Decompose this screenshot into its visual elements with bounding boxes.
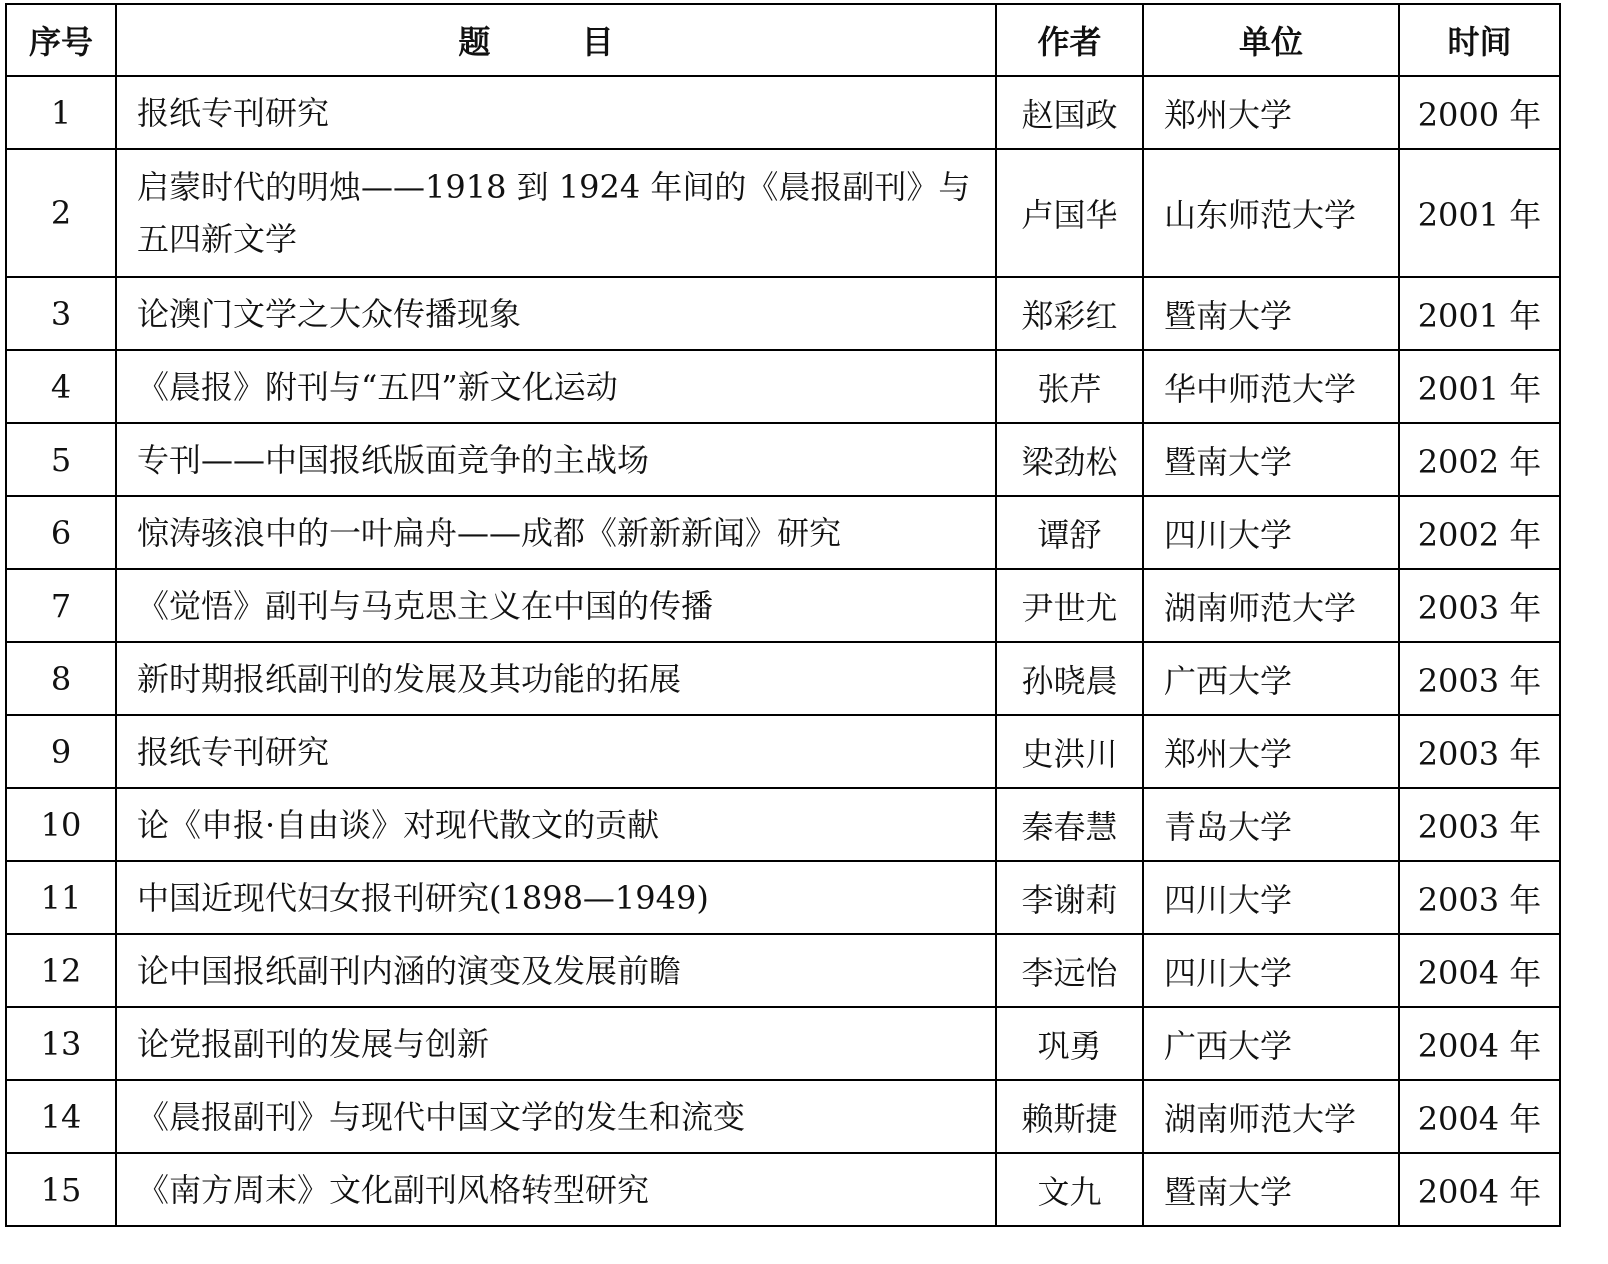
header-num: 序号 xyxy=(6,4,116,76)
row-num: 4 xyxy=(6,350,116,423)
table-row xyxy=(6,1080,1560,1153)
table-row xyxy=(6,715,1560,788)
row-num: 8 xyxy=(6,642,116,715)
row-year: 2001 年 xyxy=(1399,277,1560,350)
row-year: 2003 年 xyxy=(1399,715,1560,788)
row-year: 2001 年 xyxy=(1399,149,1560,277)
row-author: 李远怡 xyxy=(996,934,1143,1007)
row-unit: 广西大学 xyxy=(1143,642,1399,715)
row-unit: 暨南大学 xyxy=(1143,1153,1399,1226)
row-author: 张芹 xyxy=(996,350,1143,423)
row-unit: 四川大学 xyxy=(1143,496,1399,569)
row-unit: 暨南大学 xyxy=(1143,423,1399,496)
row-title: 《南方周末》文化副刊风格转型研究 xyxy=(116,1153,996,1226)
header-year: 时间 xyxy=(1399,4,1560,76)
table-row xyxy=(6,76,1560,149)
row-num: 6 xyxy=(6,496,116,569)
row-unit: 暨南大学 xyxy=(1143,277,1399,350)
table-row xyxy=(6,642,1560,715)
row-unit: 青岛大学 xyxy=(1143,788,1399,861)
row-author: 秦春慧 xyxy=(996,788,1143,861)
row-unit: 华中师范大学 xyxy=(1143,350,1399,423)
row-author: 谭舒 xyxy=(996,496,1143,569)
row-title: 启蒙时代的明烛——1918 到 1924 年间的《晨报副刊》与五四新文学 xyxy=(116,149,996,277)
row-author: 赵国政 xyxy=(996,76,1143,149)
row-num: 9 xyxy=(6,715,116,788)
row-author: 史洪川 xyxy=(996,715,1143,788)
header-unit: 单位 xyxy=(1143,4,1399,76)
row-num: 14 xyxy=(6,1080,116,1153)
row-title: 惊涛骇浪中的一叶扁舟——成都《新新新闻》研究 xyxy=(116,496,996,569)
row-unit: 四川大学 xyxy=(1143,861,1399,934)
row-num: 15 xyxy=(6,1153,116,1226)
row-year: 2003 年 xyxy=(1399,642,1560,715)
row-num: 3 xyxy=(6,277,116,350)
table-row xyxy=(6,277,1560,350)
row-author: 梁劲松 xyxy=(996,423,1143,496)
row-unit: 郑州大学 xyxy=(1143,715,1399,788)
row-author: 李谢莉 xyxy=(996,861,1143,934)
row-title: 专刊——中国报纸版面竞争的主战场 xyxy=(116,423,996,496)
row-year: 2001 年 xyxy=(1399,350,1560,423)
thesis-table xyxy=(5,3,1561,1227)
row-title: 论党报副刊的发展与创新 xyxy=(116,1007,996,1080)
table-row xyxy=(6,423,1560,496)
row-num: 5 xyxy=(6,423,116,496)
row-unit: 湖南师范大学 xyxy=(1143,569,1399,642)
row-num: 13 xyxy=(6,1007,116,1080)
row-num: 10 xyxy=(6,788,116,861)
row-unit: 山东师范大学 xyxy=(1143,149,1399,277)
table-row xyxy=(6,496,1560,569)
row-year: 2004 年 xyxy=(1399,1007,1560,1080)
row-year: 2002 年 xyxy=(1399,496,1560,569)
table-row xyxy=(6,1153,1560,1226)
row-author: 文九 xyxy=(996,1153,1143,1226)
row-title: 论中国报纸副刊内涵的演变及发展前瞻 xyxy=(116,934,996,1007)
table-row xyxy=(6,788,1560,861)
row-unit: 郑州大学 xyxy=(1143,76,1399,149)
row-title: 论澳门文学之大众传播现象 xyxy=(116,277,996,350)
row-author: 孙晓晨 xyxy=(996,642,1143,715)
row-num: 7 xyxy=(6,569,116,642)
table-row xyxy=(6,350,1560,423)
row-year: 2003 年 xyxy=(1399,861,1560,934)
row-author: 赖斯捷 xyxy=(996,1080,1143,1153)
row-unit: 广西大学 xyxy=(1143,1007,1399,1080)
row-year: 2003 年 xyxy=(1399,569,1560,642)
row-author: 卢国华 xyxy=(996,149,1143,277)
row-year: 2000 年 xyxy=(1399,76,1560,149)
table-row xyxy=(6,149,1560,277)
row-num: 2 xyxy=(6,149,116,277)
header-row xyxy=(6,4,1560,76)
table-row xyxy=(6,1007,1560,1080)
row-title: 《晨报副刊》与现代中国文学的发生和流变 xyxy=(116,1080,996,1153)
row-title: 报纸专刊研究 xyxy=(116,76,996,149)
row-title: 论《申报·自由谈》对现代散文的贡献 xyxy=(116,788,996,861)
row-num: 11 xyxy=(6,861,116,934)
table-row xyxy=(6,934,1560,1007)
row-author: 郑彩红 xyxy=(996,277,1143,350)
row-year: 2004 年 xyxy=(1399,934,1560,1007)
row-author: 巩勇 xyxy=(996,1007,1143,1080)
row-title: 报纸专刊研究 xyxy=(116,715,996,788)
row-author: 尹世尤 xyxy=(996,569,1143,642)
row-num: 1 xyxy=(6,76,116,149)
thesis-table-container xyxy=(5,3,1561,1227)
header-title: 题 目 xyxy=(116,4,996,76)
row-year: 2002 年 xyxy=(1399,423,1560,496)
row-year: 2003 年 xyxy=(1399,788,1560,861)
table-row xyxy=(6,861,1560,934)
row-title: 《晨报》附刊与“五四”新文化运动 xyxy=(116,350,996,423)
row-year: 2004 年 xyxy=(1399,1080,1560,1153)
row-year: 2004 年 xyxy=(1399,1153,1560,1226)
header-author: 作者 xyxy=(996,4,1143,76)
row-title: 新时期报纸副刊的发展及其功能的拓展 xyxy=(116,642,996,715)
row-title: 中国近现代妇女报刊研究(1898—1949) xyxy=(116,861,996,934)
row-num: 12 xyxy=(6,934,116,1007)
row-unit: 四川大学 xyxy=(1143,934,1399,1007)
table-row xyxy=(6,569,1560,642)
row-unit: 湖南师范大学 xyxy=(1143,1080,1399,1153)
row-title: 《觉悟》副刊与马克思主义在中国的传播 xyxy=(116,569,996,642)
